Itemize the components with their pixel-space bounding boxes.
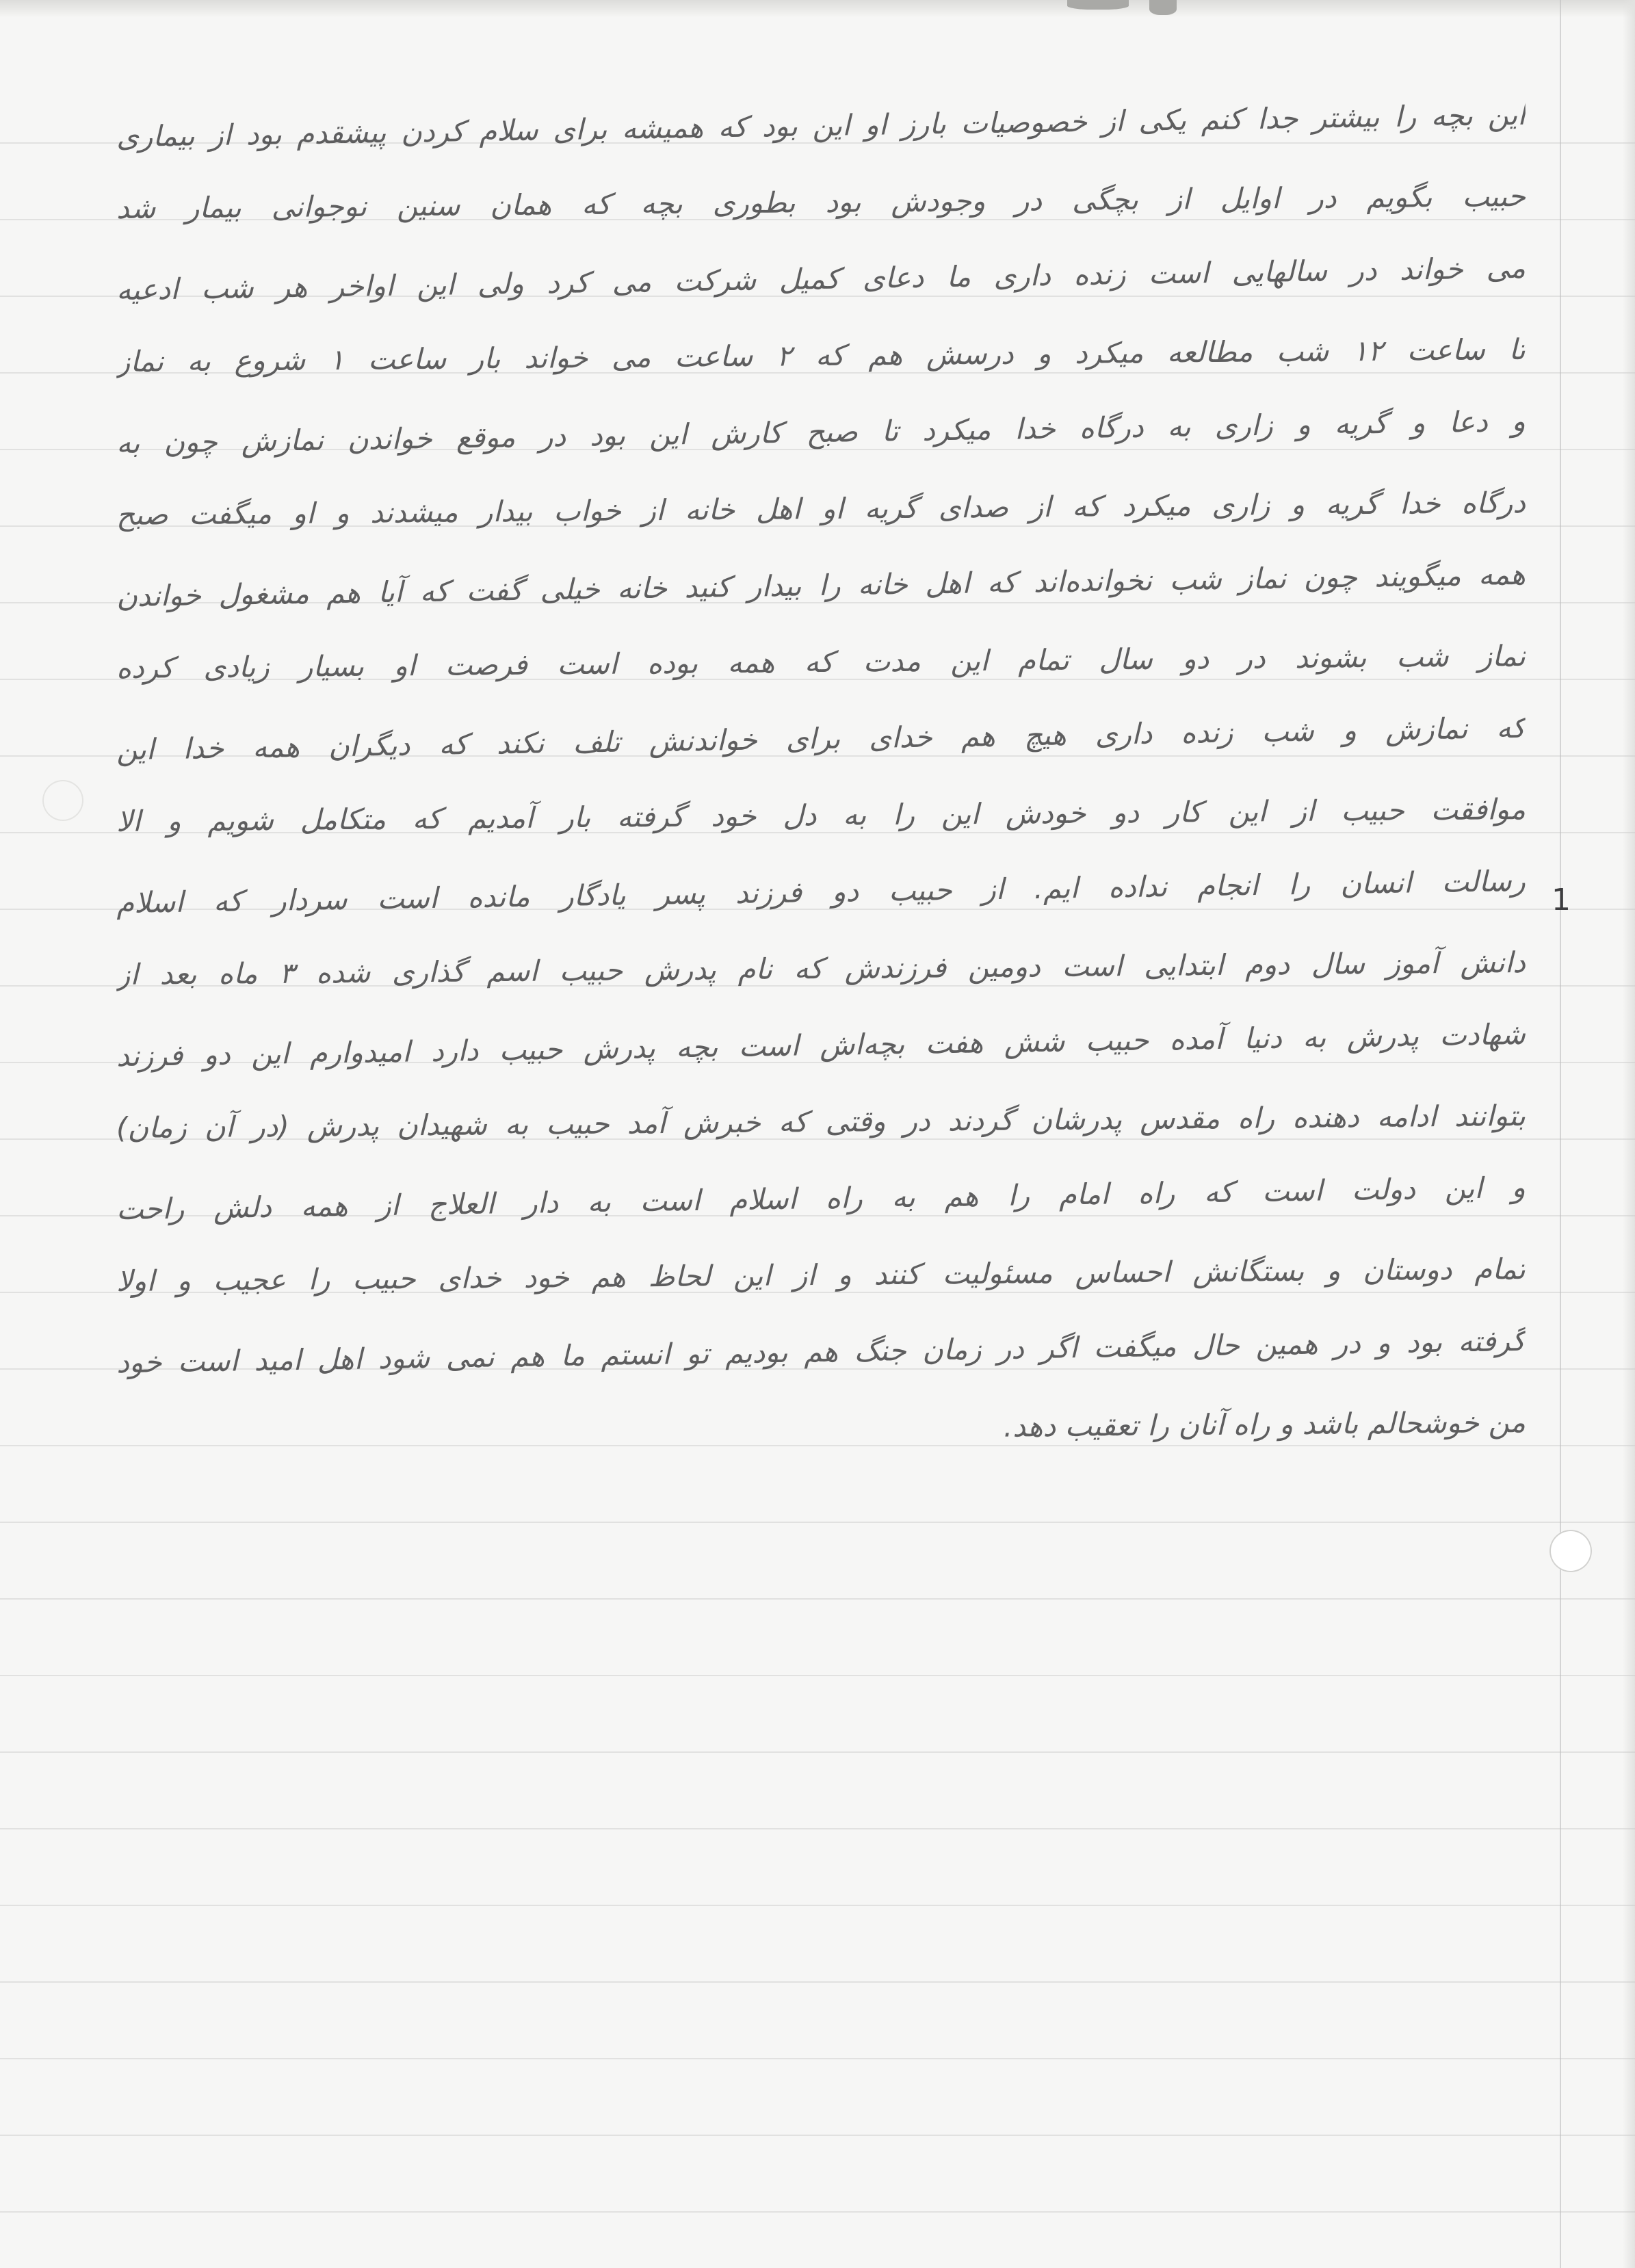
ruled-line bbox=[0, 2135, 1635, 2136]
text-line: موافقت حبیب از این کار دو خودش این را به دل خود گرفته بار آمدیم که متکامل شویم و الا bbox=[116, 792, 1526, 838]
faint-hole-mark bbox=[42, 780, 83, 821]
text-line: و دعا و گریه و زاری به درگاه خدا میکرد تا صبح کارش این بود در موقع خواندن نمازش چون به bbox=[116, 404, 1526, 460]
text-line: همه میگویند چون نماز شب نخوانده‌اند که اهل خانه را بیدار کنید خانه خیلی گفت که آیا هم مشغول خواندن bbox=[116, 557, 1526, 614]
text-line: و این دولت است که راه امام را هم به راه اسلام است به دار العلاج از همه دلش راحت bbox=[116, 1170, 1526, 1227]
text-line: که نمازش و شب زنده داری هیچ هم خدای برای خواندنش تلف نکند که دیگران همه خدا این bbox=[116, 710, 1526, 767]
ruled-line bbox=[0, 1598, 1635, 1600]
paper-tear-mark bbox=[1149, 0, 1177, 15]
handwritten-text bbox=[116, 97, 1526, 1482]
text-line: درگاه خدا گریه و زاری میکرد که از صدای گریه او اهل خانه از خواب بیدار میشدند و او میگفت صبح bbox=[116, 486, 1526, 532]
text-line: تا ساعت ۱۲ شب مطالعه میکرد و درسش هم که ۲ ساعت می خواند بار ساعت ۱ شروع به نماز bbox=[116, 333, 1526, 378]
ruled-line bbox=[0, 2058, 1635, 2059]
text-line: گرفته بود و در همین حال میگفت اگر در زمان جنگ هم بودیم تو انستم ما هم نمی شود اهل امید است خود bbox=[116, 1323, 1526, 1380]
ruled-line bbox=[0, 1751, 1635, 1753]
page-number: 1 bbox=[1552, 883, 1571, 917]
ruled-line bbox=[0, 1828, 1635, 1829]
text-line: رسالت انسان را انجام نداده ایم. از حبیب دو فرزند پسر یادگار مانده است سردار که اسلام bbox=[116, 863, 1526, 920]
text-line: بتوانند ادامه دهنده راه مقدس پدرشان گردند در وقتی که خبرش آمد حبیب به شهیدان پدرش (در آن زمان) bbox=[116, 1099, 1526, 1145]
text-line: حبیب بگویم در اوایل از بچگی در وجودش بود بطوری بچه که همان سنین نوجوانی بیمار شد bbox=[116, 179, 1526, 225]
paper-top-edge bbox=[0, 0, 1635, 18]
ruled-line bbox=[0, 1675, 1635, 1676]
text-line: شهادت پدرش به دنیا آمده حبیب شش هفت بچه‌اش است بچه پدرش حبیب دارد امیدوارم این دو فرزند bbox=[116, 1017, 1526, 1073]
text-line: من خوشحالم باشد و راه آنان را تعقیب دهد. bbox=[1003, 1405, 1526, 1444]
text-line: دانش آموز سال دوم ابتدایی است دومین فرزندش که نام پدرش حبیب اسم گذاری شده ۳ ماه بعد از bbox=[116, 946, 1526, 991]
text-line: این بچه را بیشتر جدا کنم یکی از خصوصیات بارز او این بود که همیشه برای سلام کردن پیشقدم بود از بیماری bbox=[116, 97, 1526, 154]
punched-hole bbox=[1549, 1530, 1592, 1572]
ruled-line bbox=[0, 2211, 1635, 2213]
paper-right-edge bbox=[1623, 0, 1635, 2268]
paper-tear-mark bbox=[1067, 0, 1129, 10]
ruled-line bbox=[0, 1522, 1635, 1523]
ruled-line bbox=[0, 1905, 1635, 1906]
text-line: تمام دوستان و بستگانش احساس مسئولیت کنند و از این لحاظ هم خود خدای حبیب را عجیب و اولا bbox=[116, 1252, 1526, 1298]
ruled-line bbox=[0, 1981, 1635, 1983]
text-line: نماز شب بشوند در دو سال تمام این مدت که همه بوده است فرصت او بسیار زیادی کرده bbox=[116, 639, 1526, 685]
text-line: می خواند در سالهایی است زنده داری ما دعای کمیل شرکت می کرد ولی این اواخر هر شب ادعیه bbox=[116, 250, 1526, 307]
margin-line bbox=[1560, 0, 1561, 2268]
